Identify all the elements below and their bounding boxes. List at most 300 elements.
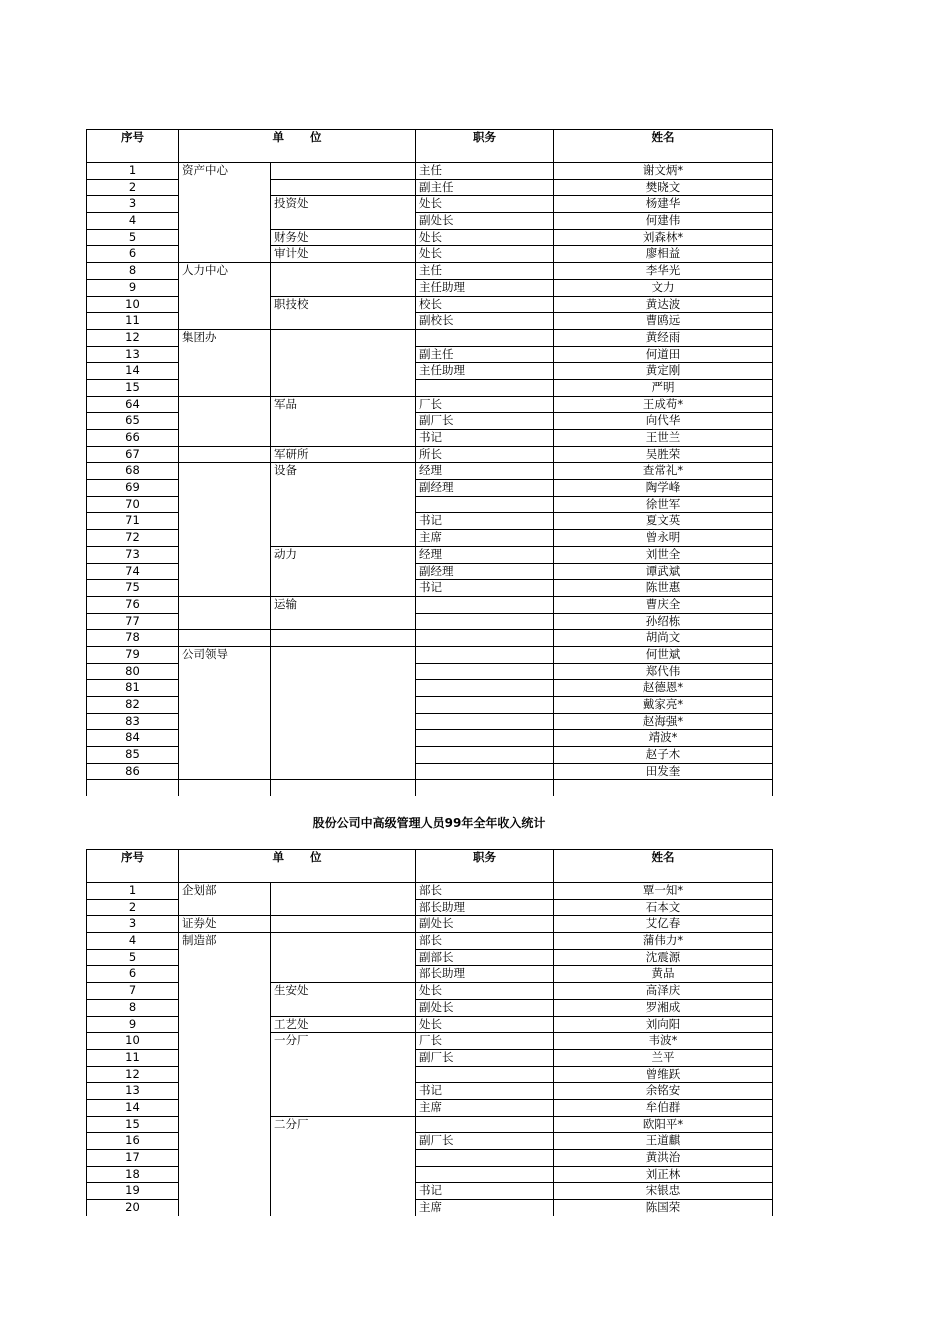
table-row — [87, 949, 773, 966]
cell-subunit: 二分厂 — [271, 1116, 416, 1133]
table-2-body — [87, 883, 773, 1216]
cell-subunit: 一分厂 — [271, 1033, 416, 1050]
cell-no: 11 — [87, 313, 179, 330]
cell-name: 严明 — [554, 379, 773, 396]
cell-position: 主任 — [416, 163, 554, 180]
cell-position: 副处长 — [416, 213, 554, 230]
cell-unit — [179, 196, 271, 213]
cell-unit — [179, 446, 271, 463]
cell-name: 郑代伟 — [554, 663, 773, 680]
cell-position: 书记 — [416, 580, 554, 597]
table-row — [87, 883, 773, 900]
table-row — [87, 1016, 773, 1033]
cell-name: 高泽庆 — [554, 983, 773, 1000]
cell-position: 处长 — [416, 229, 554, 246]
cell-subunit — [271, 179, 416, 196]
cell-position: 书记 — [416, 1183, 554, 1200]
cell-no: 16 — [87, 1133, 179, 1150]
table-row — [87, 1133, 773, 1150]
cell-name: 谭武斌 — [554, 563, 773, 580]
cell-unit — [179, 1183, 271, 1200]
cell-name: 王道麒 — [554, 1133, 773, 1150]
cell-no: 86 — [87, 763, 179, 780]
table-row — [87, 163, 773, 180]
table-row — [87, 713, 773, 730]
cell-name: 何道田 — [554, 346, 773, 363]
cell-unit — [179, 663, 271, 680]
cell-unit — [179, 1200, 271, 1216]
cell-name: 吴胜荣 — [554, 446, 773, 463]
cell-name — [554, 780, 773, 796]
cell-name: 廖相益 — [554, 246, 773, 263]
cell-name: 余铭安 — [554, 1083, 773, 1100]
cell-subunit — [271, 1183, 416, 1200]
cell-subunit — [271, 496, 416, 513]
cell-subunit — [271, 949, 416, 966]
cell-subunit — [271, 899, 416, 916]
cell-no: 80 — [87, 663, 179, 680]
cell-no: 18 — [87, 1166, 179, 1183]
cell-position: 副经理 — [416, 480, 554, 497]
cell-unit: 制造部 — [179, 933, 271, 950]
header-no: 序号 — [87, 850, 179, 883]
table-row — [87, 933, 773, 950]
cell-position: 书记 — [416, 430, 554, 447]
cell-subunit — [271, 379, 416, 396]
table-row — [87, 1049, 773, 1066]
cell-unit — [179, 730, 271, 747]
cell-name: 曹庆全 — [554, 596, 773, 613]
cell-position: 经理 — [416, 463, 554, 480]
table-row — [87, 563, 773, 580]
cell-subunit — [271, 1150, 416, 1167]
cell-subunit — [271, 263, 416, 280]
table-row — [87, 999, 773, 1016]
cell-no: 72 — [87, 530, 179, 547]
cell-position — [416, 630, 554, 647]
cell-position: 主席 — [416, 1200, 554, 1216]
cell-position: 校长 — [416, 296, 554, 313]
cell-unit — [179, 246, 271, 263]
cell-name: 兰平 — [554, 1049, 773, 1066]
cell-no: 15 — [87, 379, 179, 396]
cell-subunit — [271, 363, 416, 380]
cell-no: 83 — [87, 713, 179, 730]
cell-name: 黄品 — [554, 966, 773, 983]
table-row — [87, 313, 773, 330]
cell-no: 77 — [87, 613, 179, 630]
table-row — [87, 396, 773, 413]
cell-name: 刘世全 — [554, 546, 773, 563]
cell-position: 厂长 — [416, 1033, 554, 1050]
cell-position: 处长 — [416, 246, 554, 263]
cell-name: 王世兰 — [554, 430, 773, 447]
cell-subunit — [271, 966, 416, 983]
table-row — [87, 663, 773, 680]
table-row — [87, 646, 773, 663]
cell-subunit: 军品 — [271, 396, 416, 413]
table-row — [87, 1116, 773, 1133]
cell-subunit: 职技校 — [271, 296, 416, 313]
cell-no: 13 — [87, 346, 179, 363]
cell-position: 副处长 — [416, 999, 554, 1016]
cell-unit — [179, 496, 271, 513]
header-name: 姓名 — [554, 130, 773, 163]
cell-subunit — [271, 747, 416, 764]
cell-subunit: 财务处 — [271, 229, 416, 246]
cell-position: 部长 — [416, 883, 554, 900]
cell-unit — [179, 1166, 271, 1183]
cell-no: 6 — [87, 246, 179, 263]
table-row — [87, 1166, 773, 1183]
cell-subunit: 生安处 — [271, 983, 416, 1000]
cell-unit — [179, 530, 271, 547]
cell-unit — [179, 413, 271, 430]
cell-no: 79 — [87, 646, 179, 663]
cell-name: 田发奎 — [554, 763, 773, 780]
cell-position: 主任 — [416, 263, 554, 280]
cell-no: 13 — [87, 1083, 179, 1100]
cell-unit — [179, 179, 271, 196]
table-row — [87, 747, 773, 764]
cell-name: 沈震源 — [554, 949, 773, 966]
cell-no: 84 — [87, 730, 179, 747]
cell-no: 1 — [87, 163, 179, 180]
cell-subunit — [271, 663, 416, 680]
cell-subunit: 军研所 — [271, 446, 416, 463]
cell-name: 谢文炳* — [554, 163, 773, 180]
header-unit-b: 位 — [310, 130, 322, 144]
cell-position: 主席 — [416, 530, 554, 547]
table-row — [87, 1033, 773, 1050]
cell-subunit: 工艺处 — [271, 1016, 416, 1033]
cell-subunit: 投资处 — [271, 196, 416, 213]
cell-name: 王成苟* — [554, 396, 773, 413]
cell-no: 85 — [87, 747, 179, 764]
cell-name: 蒲伟力* — [554, 933, 773, 950]
cell-no: 12 — [87, 329, 179, 346]
table-header-row — [87, 130, 773, 163]
cell-no: 14 — [87, 1099, 179, 1116]
cell-unit: 公司领导 — [179, 646, 271, 663]
cell-position — [416, 613, 554, 630]
cell-unit — [179, 1083, 271, 1100]
cell-name: 曾维跃 — [554, 1066, 773, 1083]
cell-name: 覃一知* — [554, 883, 773, 900]
table-row — [87, 413, 773, 430]
cell-no: 7 — [87, 983, 179, 1000]
cell-position: 副主任 — [416, 346, 554, 363]
staff-table-1-container — [86, 129, 773, 796]
table-row — [87, 430, 773, 447]
cell-subunit — [271, 346, 416, 363]
cell-subunit — [271, 999, 416, 1016]
staff-table-2 — [86, 849, 773, 1216]
cell-unit: 证券处 — [179, 916, 271, 933]
cell-position — [416, 596, 554, 613]
cell-subunit — [271, 1200, 416, 1216]
cell-unit — [179, 680, 271, 697]
cell-unit — [179, 596, 271, 613]
cell-no: 10 — [87, 1033, 179, 1050]
cell-name: 陈国荣 — [554, 1200, 773, 1216]
table-row — [87, 263, 773, 280]
cell-no: 81 — [87, 680, 179, 697]
header-unit-b: 位 — [310, 850, 322, 864]
header-unit — [179, 850, 416, 883]
cell-position: 部长 — [416, 933, 554, 950]
cell-no: 17 — [87, 1150, 179, 1167]
cell-subunit — [271, 480, 416, 497]
table-row — [87, 363, 773, 380]
table-row — [87, 480, 773, 497]
cell-unit — [179, 563, 271, 580]
header-no: 序号 — [87, 130, 179, 163]
cell-name: 黄达波 — [554, 296, 773, 313]
cell-position — [416, 379, 554, 396]
cell-subunit — [271, 313, 416, 330]
table-row — [87, 613, 773, 630]
table-row — [87, 296, 773, 313]
cell-name: 刘向阳 — [554, 1016, 773, 1033]
table-row — [87, 1083, 773, 1100]
cell-unit — [179, 279, 271, 296]
cell-no: 3 — [87, 196, 179, 213]
table-row — [87, 1183, 773, 1200]
cell-unit — [179, 1049, 271, 1066]
cell-unit: 资产中心 — [179, 163, 271, 180]
cell-unit — [179, 630, 271, 647]
cell-subunit — [271, 697, 416, 714]
cell-name: 靖波* — [554, 730, 773, 747]
cell-position: 主任助理 — [416, 279, 554, 296]
cell-no: 75 — [87, 580, 179, 597]
table-row — [87, 463, 773, 480]
header-unit — [179, 130, 416, 163]
table-row — [87, 246, 773, 263]
table-row — [87, 580, 773, 597]
cell-unit — [179, 379, 271, 396]
table-row — [87, 630, 773, 647]
cell-unit — [179, 580, 271, 597]
cell-subunit — [271, 1099, 416, 1116]
cell-subunit — [271, 430, 416, 447]
cell-no: 67 — [87, 446, 179, 463]
cell-name: 赵德恩* — [554, 680, 773, 697]
cell-position: 副主任 — [416, 179, 554, 196]
table-row — [87, 513, 773, 530]
table-row — [87, 446, 773, 463]
cell-position: 副处长 — [416, 916, 554, 933]
table-row — [87, 899, 773, 916]
table-row — [87, 346, 773, 363]
cell-name: 牟伯群 — [554, 1099, 773, 1116]
cell-name: 孙绍栋 — [554, 613, 773, 630]
table-row — [87, 530, 773, 547]
table-row — [87, 596, 773, 613]
cell-position: 书记 — [416, 513, 554, 530]
cell-name: 胡尚文 — [554, 630, 773, 647]
cell-subunit — [271, 513, 416, 530]
cell-position: 书记 — [416, 1083, 554, 1100]
table-row — [87, 730, 773, 747]
cell-position — [416, 1116, 554, 1133]
table-row — [87, 1150, 773, 1167]
cell-no: 2 — [87, 179, 179, 196]
cell-unit — [179, 1016, 271, 1033]
cell-unit — [179, 513, 271, 530]
cell-no: 19 — [87, 1183, 179, 1200]
cell-position — [416, 329, 554, 346]
cell-name: 石本文 — [554, 899, 773, 916]
header-position: 职务 — [416, 130, 554, 163]
cell-name: 刘正林 — [554, 1166, 773, 1183]
cell-subunit — [271, 163, 416, 180]
cell-position: 处长 — [416, 983, 554, 1000]
cell-unit — [179, 763, 271, 780]
cell-subunit — [271, 933, 416, 950]
table-row — [87, 546, 773, 563]
cell-name: 曹鸥远 — [554, 313, 773, 330]
cell-name: 樊晓文 — [554, 179, 773, 196]
cell-name: 李华光 — [554, 263, 773, 280]
cell-name: 罗湘成 — [554, 999, 773, 1016]
cell-unit — [179, 213, 271, 230]
table-row — [87, 763, 773, 780]
cell-unit — [179, 480, 271, 497]
cell-position — [416, 697, 554, 714]
cell-name: 曾永明 — [554, 530, 773, 547]
cell-position — [416, 730, 554, 747]
cell-subunit — [271, 1066, 416, 1083]
cell-subunit — [271, 1166, 416, 1183]
table-row — [87, 329, 773, 346]
cell-position — [416, 1166, 554, 1183]
cell-position: 处长 — [416, 196, 554, 213]
table-row — [87, 1200, 773, 1216]
cell-no: 1 — [87, 883, 179, 900]
cell-subunit: 审计处 — [271, 246, 416, 263]
table-row — [87, 279, 773, 296]
cell-no: 74 — [87, 563, 179, 580]
cell-subunit — [271, 1049, 416, 1066]
cell-position: 处长 — [416, 1016, 554, 1033]
cell-position: 部长助理 — [416, 899, 554, 916]
cell-unit — [179, 697, 271, 714]
cell-subunit — [271, 1133, 416, 1150]
cell-subunit — [271, 563, 416, 580]
cell-no: 9 — [87, 279, 179, 296]
cell-no: 66 — [87, 430, 179, 447]
cell-position — [416, 763, 554, 780]
cell-no: 5 — [87, 229, 179, 246]
cell-no: 6 — [87, 966, 179, 983]
cell-no: 15 — [87, 1116, 179, 1133]
cell-name: 赵子木 — [554, 747, 773, 764]
cell-no: 12 — [87, 1066, 179, 1083]
cell-position: 所长 — [416, 446, 554, 463]
cell-unit — [179, 313, 271, 330]
cell-unit — [179, 546, 271, 563]
cell-no: 11 — [87, 1049, 179, 1066]
cell-name: 宋银忠 — [554, 1183, 773, 1200]
table-row — [87, 916, 773, 933]
cell-position: 副厂长 — [416, 413, 554, 430]
table-row — [87, 496, 773, 513]
cell-name: 向代华 — [554, 413, 773, 430]
cell-no: 2 — [87, 899, 179, 916]
cell-no: 68 — [87, 463, 179, 480]
header-name: 姓名 — [554, 850, 773, 883]
cell-name: 文力 — [554, 279, 773, 296]
cell-subunit — [271, 713, 416, 730]
cell-subunit — [271, 413, 416, 430]
cell-name: 查常礼* — [554, 463, 773, 480]
cell-subunit: 设备 — [271, 463, 416, 480]
staff-table-2-container — [86, 849, 773, 1216]
cell-position: 副厂长 — [416, 1133, 554, 1150]
cell-unit — [179, 899, 271, 916]
cell-position — [416, 747, 554, 764]
table-row — [87, 1066, 773, 1083]
cell-unit — [179, 296, 271, 313]
table-row — [87, 697, 773, 714]
cell-subunit: 动力 — [271, 546, 416, 563]
table-row — [87, 680, 773, 697]
cell-no: 8 — [87, 263, 179, 280]
cell-unit — [179, 1066, 271, 1083]
table-row — [87, 213, 773, 230]
cell-subunit — [271, 916, 416, 933]
cell-name: 何建伟 — [554, 213, 773, 230]
cell-position — [416, 496, 554, 513]
section-title: 股份公司中高级管理人员99年全年收入统计 — [312, 816, 546, 830]
cell-unit — [179, 1033, 271, 1050]
cell-no: 82 — [87, 697, 179, 714]
cell-subunit — [271, 630, 416, 647]
cell-position: 经理 — [416, 546, 554, 563]
cell-no: 4 — [87, 933, 179, 950]
cell-unit — [179, 983, 271, 1000]
table-row — [87, 179, 773, 196]
cell-subunit — [271, 329, 416, 346]
table-row — [87, 780, 773, 796]
cell-no: 69 — [87, 480, 179, 497]
cell-unit — [179, 966, 271, 983]
table-row — [87, 196, 773, 213]
cell-subunit — [271, 279, 416, 296]
cell-no: 64 — [87, 396, 179, 413]
cell-no: 76 — [87, 596, 179, 613]
table-row — [87, 983, 773, 1000]
table-row — [87, 1099, 773, 1116]
cell-name: 徐世军 — [554, 496, 773, 513]
cell-position — [416, 646, 554, 663]
cell-subunit — [271, 530, 416, 547]
cell-subunit: 运输 — [271, 596, 416, 613]
cell-position: 副经理 — [416, 563, 554, 580]
cell-name: 欧阳平* — [554, 1116, 773, 1133]
cell-name: 夏文英 — [554, 513, 773, 530]
cell-position — [416, 663, 554, 680]
cell-unit — [179, 1116, 271, 1133]
cell-no: 10 — [87, 296, 179, 313]
cell-no: 9 — [87, 1016, 179, 1033]
cell-position — [416, 713, 554, 730]
cell-name: 赵海强* — [554, 713, 773, 730]
cell-name: 艾亿春 — [554, 916, 773, 933]
cell-unit — [179, 229, 271, 246]
